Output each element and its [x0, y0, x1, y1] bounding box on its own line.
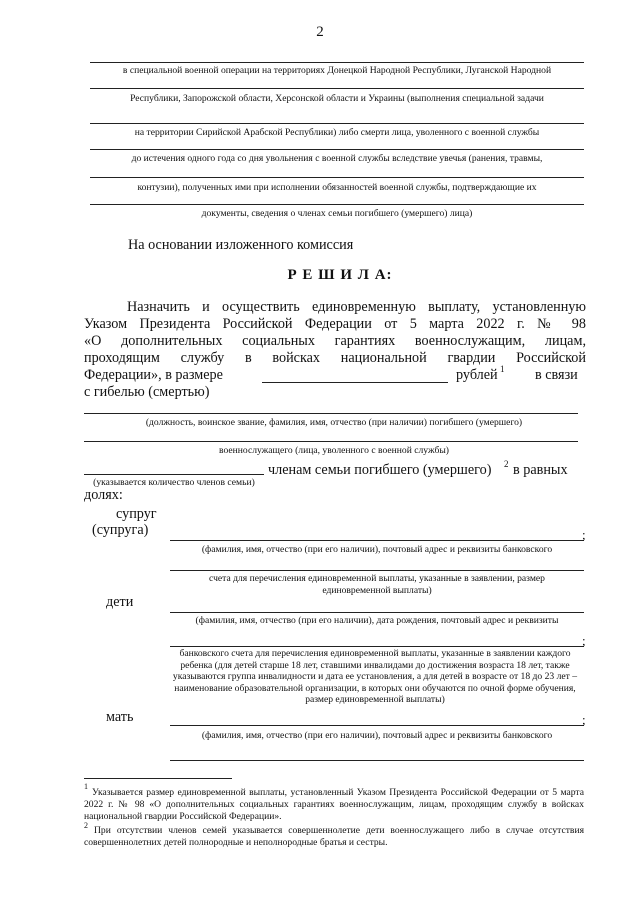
decision-line-5-start: Федерации», в размере	[84, 367, 223, 383]
header-caption-line-3: на территории Сирийской Арабской Республики) либо смерти лица, уволенного с военной службы	[134, 127, 540, 138]
deceased-caption-1: (должность, воинское звание, фамилия, имя, отчество (при наличии) погибшего (умершего)	[145, 417, 523, 428]
form-line	[170, 760, 584, 761]
decision-line-1: Назначить и осуществить единовременную выплату, установленную	[127, 299, 586, 315]
header-caption-line-5: контузии), полученных ими при исполнении обязанностей военной службы, подтверждающие их	[137, 182, 537, 193]
basis-text: На основании изложенного комиссия	[128, 237, 354, 253]
spouse-semicolon: ;	[582, 527, 586, 542]
decision-heading: Р Е Ш И Л А:	[287, 267, 393, 283]
children-caption-2: банковского счета для перечисления единовременной выплаты, указанные в заявлении каждого ребенка (для детей старше 18 лет, ставшими инвалидами до достижения возраста 18 лет, также указываются группа инвалидности и дата ее установления, а для детей в возрасте от 18 до 23 лет – наименование образовательной организации, в которых они обучаются по очной форме обучения, размер единовременной выплаты)	[172, 648, 578, 705]
decision-line-6: с гибелью (смертью)	[84, 384, 210, 400]
form-line	[84, 441, 578, 442]
header-caption-line-1: в специальной военной операции на территориях Донецкой Народной Республики, Луганской Народной	[122, 65, 552, 76]
footnote-ref-1: 1	[500, 364, 505, 374]
form-line	[90, 177, 584, 178]
mother-line	[170, 725, 584, 726]
decision-line-4: проходящим службу в войсках национальной гвардии Российской	[84, 350, 586, 366]
spouse-line	[170, 540, 584, 541]
children-caption-1: (фамилия, имя, отчество (при его наличии), дата рождения, почтовый адрес и реквизиты	[195, 615, 559, 626]
mother-label: мать	[106, 709, 134, 725]
footnote-2-text: При отсутствии членов семей указывается совершеннолетие дети военнослужащего либо в случае отсутствия совершеннолетних детей полнородные и неполнородные братья и сестры.	[84, 825, 584, 848]
form-line	[84, 413, 578, 414]
footnote-ref-2: 2	[504, 459, 509, 469]
footnote-1-number: 1	[84, 782, 88, 791]
header-caption-line-6: документы, сведения о членах семьи погибшего (умершего) лица)	[201, 208, 473, 219]
children-semicolon: ;	[582, 633, 586, 648]
children-line	[170, 612, 584, 613]
footnote-separator	[84, 778, 232, 779]
family-count-line	[84, 474, 264, 475]
spouse-label-1: супруг	[116, 506, 157, 522]
mother-caption: (фамилия, имя, отчество (при его наличии), почтовый адрес и реквизиты банковского	[201, 730, 553, 741]
spouse-caption-2: счета для перечисления единовременной выплаты, указанные в заявлении, размер единовременной выплаты)	[209, 573, 545, 596]
form-line	[90, 88, 584, 89]
spouse-label-2: (супруга)	[92, 522, 149, 538]
form-line	[90, 149, 584, 150]
form-line	[90, 204, 584, 205]
rubles-text: рублей	[456, 367, 498, 383]
decision-line-2: Указом Президента Российской Федерации от 5 марта 2022 г. № 98	[84, 316, 586, 332]
header-caption-line-4: до истечения одного года со дня увольнения с военной службы вследствие увечья (ранения, травмы,	[131, 153, 543, 164]
footnote-2-number: 2	[84, 821, 88, 830]
shares-label: долях:	[84, 487, 123, 503]
mother-semicolon: ;	[582, 712, 586, 727]
decision-line-3: «О дополнительных социальных гарантиях военнослужащим, лицам,	[84, 333, 586, 349]
page-number: 2	[316, 24, 324, 40]
form-line	[90, 123, 584, 124]
spouse-caption-1: (фамилия, имя, отчество (при его наличии), почтовый адрес и реквизиты банковского	[201, 544, 553, 555]
footnote-1-text: Указывается размер единовременной выплаты, установленный Указом Президента Российской Федерации от 5 марта 2022 г. № 98 «О дополнительных социальных гарантиях военнослужащим, лицам, проходящим службу в войсках национальной гвардии Российской Федерации».	[84, 787, 584, 822]
form-line	[170, 646, 584, 647]
payment-amount-line	[262, 382, 448, 383]
form-line	[170, 570, 584, 571]
form-line	[90, 62, 584, 63]
decision-line-5-end: в связи	[535, 367, 578, 383]
family-text-end: в равных	[513, 462, 568, 478]
header-caption-line-2: Республики, Запорожской области, Херсонской области и Украины (выполнения специальной задачи	[130, 93, 544, 104]
children-label: дети	[106, 594, 134, 610]
family-text: членам семьи погибшего (умершего)	[268, 462, 492, 478]
deceased-caption-2: военнослужащего (лица, уволенного с военной службы)	[219, 445, 449, 456]
count-caption: (указывается количество членов семьи)	[93, 477, 255, 488]
